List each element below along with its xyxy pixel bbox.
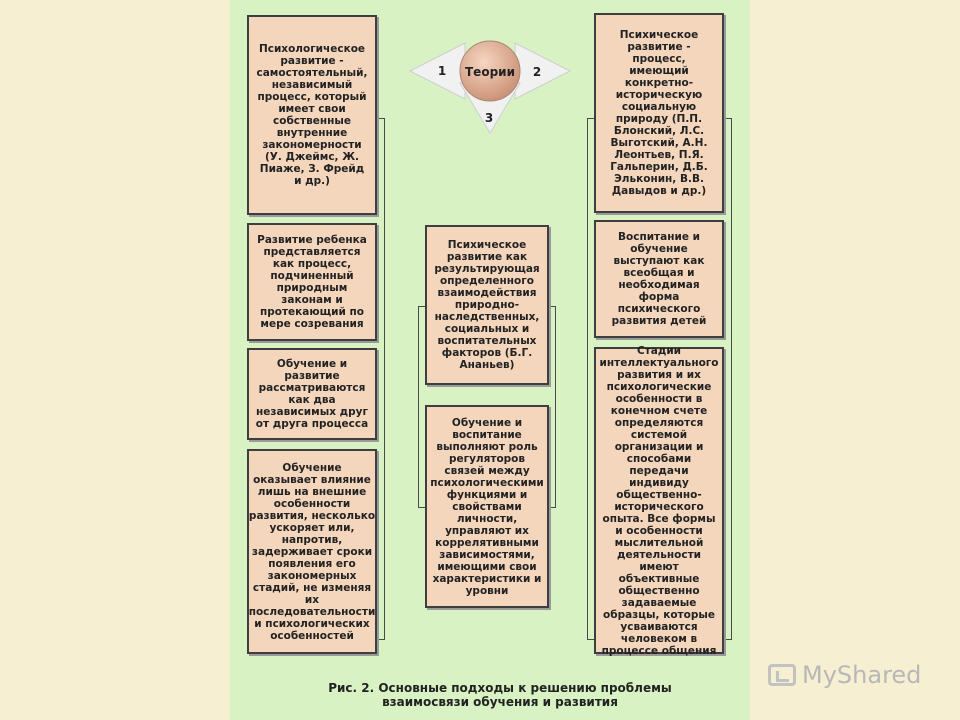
middle-column-bracket-right: [548, 306, 556, 508]
arrow-right-shape: [515, 43, 570, 99]
theory-3-text-2: Обучение и воспитание выполняют роль регуляторов связей между психологическими функциями и свойствами личности, управляют их коррелятивными зависимостями, имеющими свои характеристики и уровни: [430, 416, 544, 597]
logo-text: MyShared: [802, 661, 922, 689]
theory-2-box-3: [594, 344, 724, 657]
caption-line-1: Рис. 2. Основные подходы к решению проблемы: [328, 681, 672, 695]
right-column-bracket-right: [724, 118, 732, 640]
theory-2-box-1: [594, 13, 724, 213]
theories-emblem: [405, 38, 575, 138]
theory-1-box-4: [247, 449, 377, 654]
theory-number-3: 3: [484, 111, 494, 125]
theory-2-text-3: Стадии интеллектуального развития и их психологические особенности в конечном счете определяются системой организации и способами передачи индивиду общественно-исторического опыта. Все формы и особенности мыслительной деятельности имеют объективные общественно задаваемые образцы, которые усваиваются человеком в процессе общения: [599, 344, 719, 657]
theory-1-box-1: [247, 15, 377, 215]
myshared-logo: [768, 657, 921, 693]
theories-label: Теории: [465, 65, 515, 79]
theory-2-text-1: Психическое развитие - процесс, имеющий конкретно-историческую социальную природу (П.П. Блонский, Л.С. Выготский, А.Н. Леонтьев, П.Я. Гальперин, Д.Б. Эльконин, В.В. Давыдов и др.): [610, 29, 708, 197]
theory-1-text-3: Обучение и развитие рассматриваются как два независимых друг от друга процесса: [255, 358, 369, 430]
caption-line-2: взаимосвязи обучения и развития: [382, 695, 618, 709]
theory-2-box-2: [594, 220, 724, 338]
theory-1-box-3: [247, 348, 377, 440]
theory-3-box-1: [425, 225, 549, 385]
left-column-bracket: [377, 118, 385, 640]
presentation-icon: [768, 664, 796, 686]
theory-number-1: 1: [437, 64, 447, 78]
theory-1-text-1: Психологическое развитие - самостоятельный, независимый процесс, который имеет свои собственные внутренние закономерности (У. Джеймс, Ж. Пиаже, З. Фрейд и др.): [256, 43, 368, 187]
theory-number-2: 2: [532, 65, 542, 79]
theory-1-text-4: Обучение оказывает влияние лишь на внешние особенности развития, несколько ускоряет или, напротив, задерживает сроки появления его закономерных стадий, не изменяя их последовательности и психологических особенностей: [248, 461, 376, 642]
figure-caption: [300, 681, 700, 709]
theory-3-box-2: [425, 405, 549, 608]
theory-3-text-1: Психическое развитие как результирующая определенного взаимодействия природно-наследственных, социальных и воспитательных факторов (Б.Г. Ананьев): [434, 239, 540, 371]
theory-2-text-2: Воспитание и обучение выступают как всеобщая и необходимая форма психического развития детей: [611, 231, 707, 327]
theory-1-text-2: Развитие ребенка представляется как процесс, подчиненный природным законам и протекающий по мере созревания: [257, 234, 367, 330]
theory-1-box-2: [247, 223, 377, 341]
